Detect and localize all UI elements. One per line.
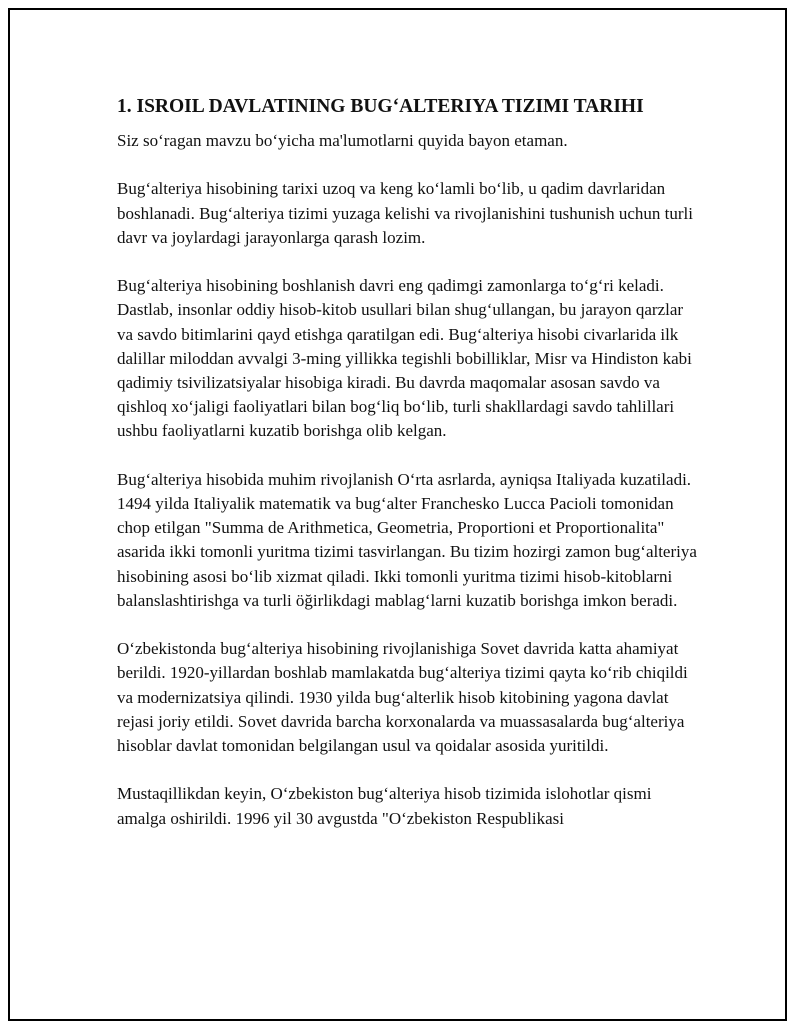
paragraph-middle-ages: Bug‘alteriya hisobida muhim rivojlanish O‘rta asrlarda, ayniqsa Italiyada kuzatiladi. 1494 yilda Italiyalik matematik va bug‘alter Francheskо Lucca Pacioli tomonidan chop etilgan "Summa de Arithmetica, Geometria, Proportioni et Proportionalita" asarida ikki tomonli yuritma tizimi tasvirlangan. Bu tizim hozirgi zamon bug‘alteriya hisobining asosi bo‘lib xizmat qiladi. Ikki tomonli yuritma tizimi hisob-kitoblarni balanslashtirishga va turli öğirlikdagi mablag‘larni kuzatib borishga imkon beradi. (117, 469, 697, 610)
paragraph-intro: Siz so‘ragan mavzu bo‘yicha ma'lumotlarni quyida bayon etaman. (117, 131, 568, 150)
paragraph-history-overview: Bug‘alteriya hisobining tarixi uzoq va keng ko‘lamli bo‘lib, u qadim davrlaridan boshlanadi. Bug‘alteriya tizimi yuzaga kelishi va rivojlanishini tushunish uchun turli davr va joylardagi jarayonlarga qarash lozim. (117, 179, 694, 247)
document-body (117, 92, 697, 855)
paragraph-soviet-era: O‘zbekistonda bug‘alteriya hisobining rivojlanishiga Sovet davrida katta ahamiyat berildi. 1920-yillardan boshlab mamlakatda bug‘alteriya tizimi qayta ko‘rib chiqildi va modernizatsiya qilindi. 1930 yilda bug‘alterlik hisob kitobining yagona davlat rejasi joriy etildi. Sovet davrida barcha korxonalarda va muassasalarda bug‘alteriya hisoblar davlat tomonidan belgilangan usul va qoidalar asosida yuritildi. (117, 639, 688, 756)
document-title: 1. ISROIL DAVLATINING BUG‘ALTERIYA TIZIMI TARIHI (117, 96, 644, 117)
paragraph-ancient-origins: Bug‘alteriya hisobining boshlanish davri eng qadimgi zamonlarga to‘g‘ri keladi. Dastlab, insonlar oddiy hisob-kitob usullari bilan shug‘ullangan, bu jarayon qarzlar va savdo bitimlarini qayd etishga qaratilgan edi. Bug‘alteriya hisobi civarlarida ilk dalillar miloddan avvalgi 3-ming yillikka tegishli bobilliklar, Misr va Hindiston kabi qadimiy tsivilizatsiyalar hisobiga kiradi. Bu davrda maqomalar asosan savdo va qishloq xo‘jaligi faoliyatlari bilan bog‘liq bo‘lib, turli shakllardagi savdo tahlillari ushbu faoliyatlarni kuzatib borishga olib kelgan. (117, 276, 692, 441)
paragraph-independence: Mustaqillikdan keyin, O‘zbekiston bug‘alteriya hisob tizimida islohotlar qismi amalga oshirildi. 1996 yil 30 avgustda "O‘zbekiston Respublikasi (117, 784, 652, 828)
